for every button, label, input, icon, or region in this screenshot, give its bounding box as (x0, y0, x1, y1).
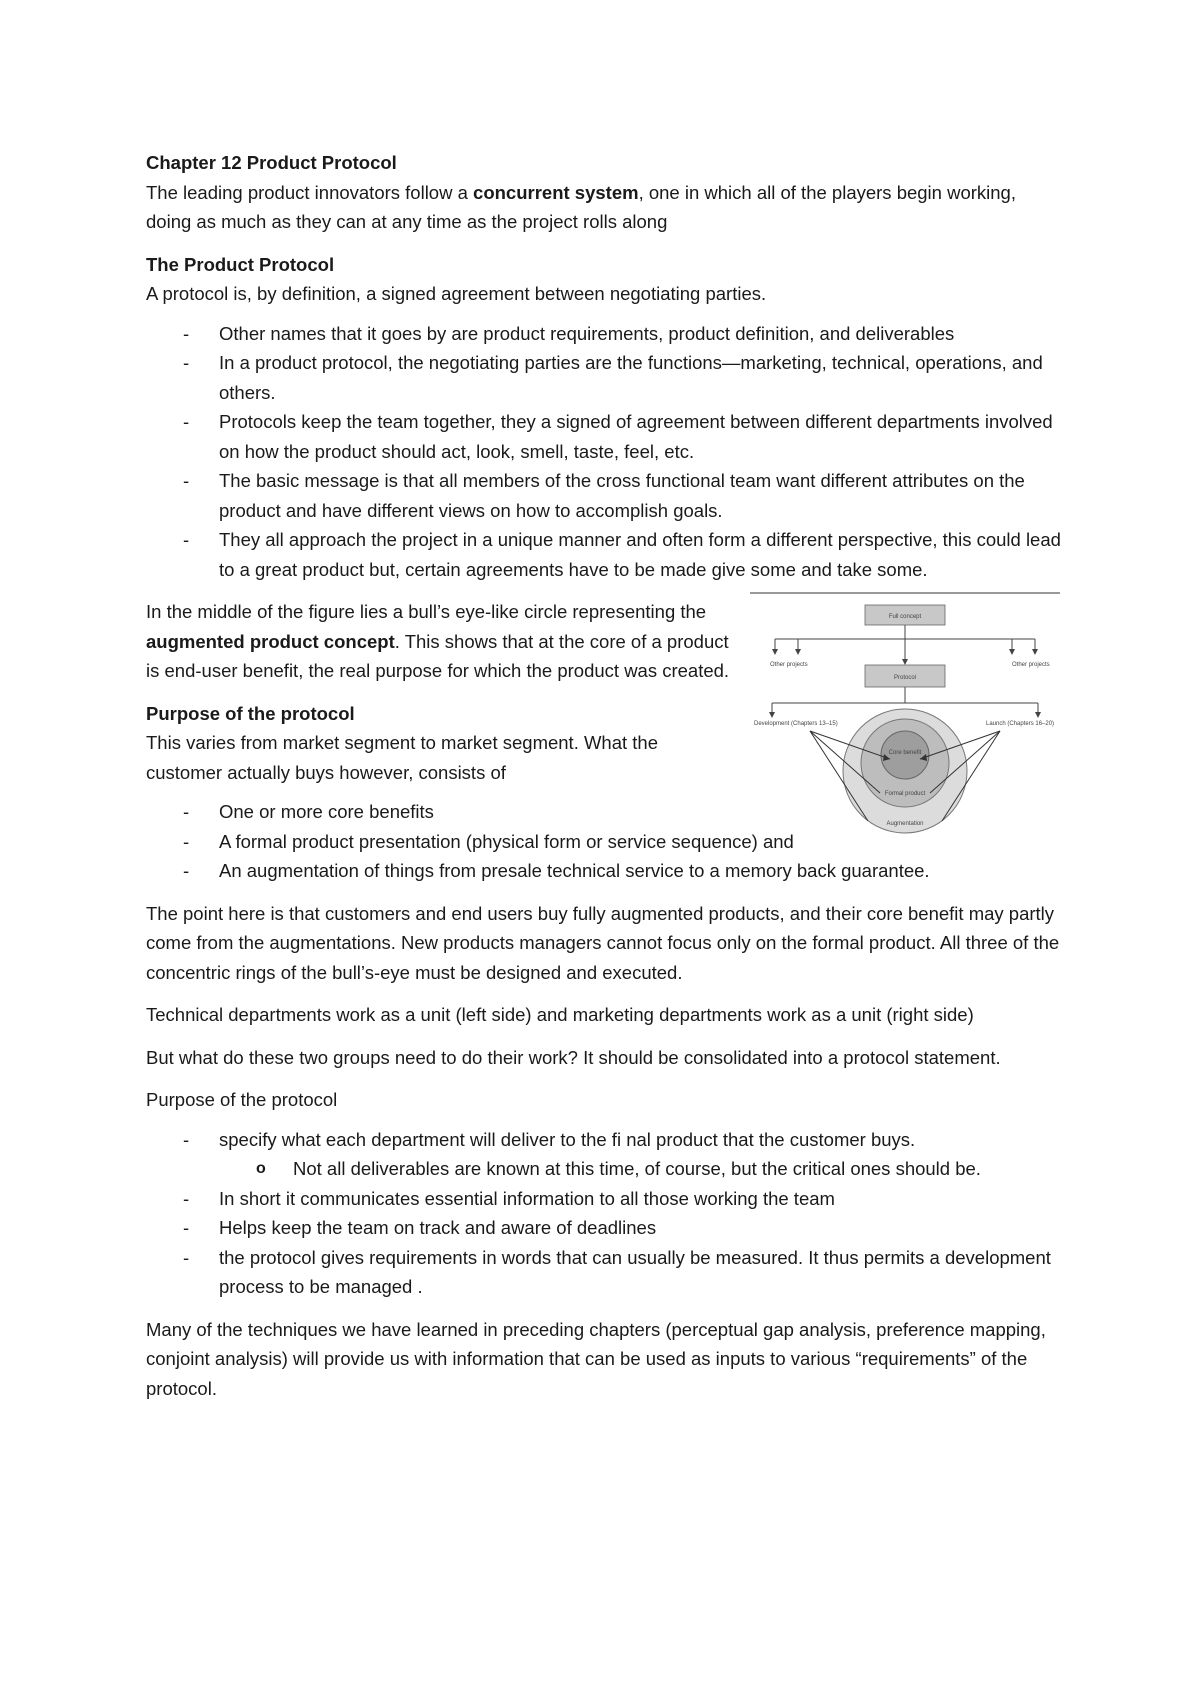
development-label: Development (Chapters 13–15) (754, 721, 838, 727)
technical-paragraph: Technical departments work as a unit (left side) and marketing departments work as a unit (right side) (146, 1004, 974, 1025)
purpose-paragraph: This varies from market segment to market segment. What the customer actually buys however, consists of (146, 732, 659, 783)
list-item: - An augmentation of things from presale technical service to a memory back guarantee. (146, 856, 1066, 886)
section-heading-purpose-plain: Purpose of the protocol (146, 1089, 338, 1110)
intro-text: The leading product innovators follow a (146, 181, 474, 203)
point-paragraph: The point here is that customers and end users buy fully augmented products, and their core benefit may partly come from the augmentations. New products managers cannot focus only on the formal product. All three of the concentric rings of the bull’s-eye must be designed and executed. (146, 902, 1060, 983)
question-paragraph: But what do these two groups need to do their work? It should be consolidated into a protocol statement. (146, 1046, 1001, 1068)
list-item (146, 1125, 1066, 1184)
launch-label: Launch (Chapters 16–20) (986, 721, 1055, 727)
intro-emphasis: concurrent system (473, 181, 639, 203)
purpose-bullet-list (146, 797, 1066, 886)
formal-product-label: Formal product (884, 791, 926, 797)
list-item: - Helps keep the team on track and aware of deadlines (146, 1213, 1066, 1243)
section-heading-purpose: Purpose of the protocol (146, 702, 355, 724)
purpose2-bullet-list (146, 1125, 1066, 1302)
chapter-title: Chapter 12 Product Protocol (146, 152, 397, 173)
list-item: - The basic message is that all members of the cross functional team want different attributes on the product and have different views on how to accomplish goals. (146, 466, 1066, 525)
intro-paragraph (146, 178, 1066, 237)
list-item: - One or more core benefits (146, 797, 1066, 827)
sub-bullet-list (219, 1154, 1066, 1184)
list-item: - In a product protocol, the negotiating parties are the functions—marketing, technical, operations, and others. (146, 348, 1066, 407)
list-item: - Protocols keep the team together, they a signed of agreement between different departments involved on how the product should act, look, smell, taste, feel, etc. (146, 407, 1066, 466)
document-body (146, 148, 1066, 1403)
augmented-paragraph (146, 597, 736, 686)
protocol-bullet-list (146, 319, 1066, 585)
list-item-text: specify what each department will deliver to the fi nal product that the customer buys. (219, 1128, 916, 1150)
protocol-box-label: Protocol (893, 675, 917, 681)
closing-paragraph: Many of the techniques we have learned in preceding chapters (perceptual gap analysis, preference mapping, conjoint analysis) will provide us with information that can be used as inputs to various “requirements” of the protocol. (146, 1318, 1046, 1399)
protocol-definition: A protocol is, by definition, a signed agreement between negotiating parties. (146, 283, 767, 304)
list-item: - A formal product presentation (physical form or service sequence) and (146, 827, 1066, 857)
list-item: - In short it communicates essential information to all those working the team (146, 1184, 1066, 1214)
augmented-text-end: . This shows that at the core of a product is end-user benefit, the real purpose for which the product was created. (146, 630, 730, 681)
section-heading-product-protocol: The Product Protocol (146, 253, 335, 275)
list-item: - the protocol gives requirements in words that can usually be measured. It thus permits a development process to be managed . (146, 1243, 1066, 1302)
augmented-emphasis: augmented product concept (146, 630, 395, 652)
full-concept-label: Full concept (888, 614, 922, 620)
intro-text-end: , one in which all of the players begin working, doing as much as they can at any time as the project rolls along (146, 181, 1016, 232)
sub-list-item: o Not all deliverables are known at this time, of course, but the critical ones should be. (146, 1154, 1066, 1184)
other-projects-right-label: Other projects (1012, 662, 1050, 668)
augmented-text: In the middle of the figure lies a bull’s eye-like circle representing the (146, 601, 707, 622)
list-item: - Other names that it goes by are product requirements, product definition, and deliverables (146, 319, 1066, 349)
augmentation-label: Augmentation (886, 821, 924, 827)
core-benefit-label: Core benefit (888, 750, 922, 756)
list-item: - They all approach the project in a unique manner and often form a different perspective, this could lead to a great product but, certain agreements have to be made give some and take some. (146, 525, 1066, 584)
other-projects-left-label: Other projects (770, 662, 808, 668)
